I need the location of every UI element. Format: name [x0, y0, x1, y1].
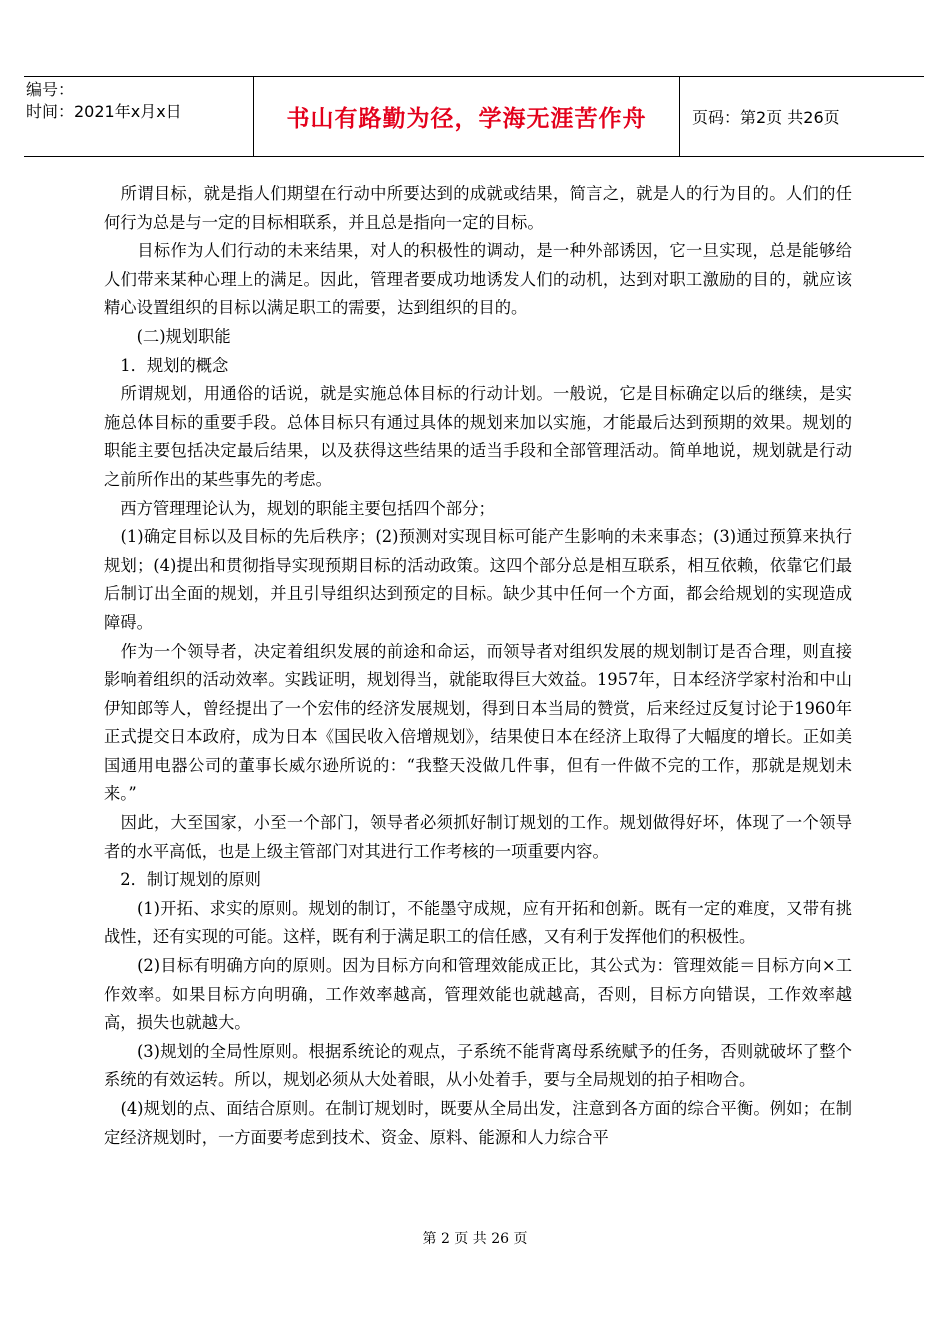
header-meta	[24, 77, 254, 156]
document-time-label: 时间：2021年x月x日	[26, 102, 182, 121]
paragraph: (2)目标有明确方向的原则。因为目标方向和管理效能成正比，其公式为：管理效能＝目标方向×工作效率。如果目标方向明确，工作效率越高，管理效能也就越高，否则，目标方向错误，工作效率越高，损失也就越大。	[104, 956, 852, 1033]
paragraph: 目标作为人们行动的未来结果，对人的积极性的调动，是一种外部诱因，它一旦实现，总是能够给人们带来某种心理上的满足。因此，管理者要成功地诱发人们的动机，达到对职工激励的目的，就应该精心设置组织的目标以满足职工的需要，达到组织的目的。	[104, 241, 852, 318]
paragraph: 因此，大至国家，小至一个部门，领导者必须抓好制订规划的工作。规划做得好坏，体现了一个领导者的水平高低，也是上级主管部门对其进行工作考核的一项重要内容。	[104, 813, 852, 861]
paragraph: 所谓规划，用通俗的话说，就是实施总体目标的行动计划。一般说，它是目标确定以后的继续，是实施总体目标的重要手段。总体目标只有通过具体的规划来加以实施，才能最后达到预期的效果。规划的职能主要包括决定最后结果，以及获得这些结果的适当手段和全部管理活动。简单地说，规划就是行动之前所作出的某些事先的考虑。	[104, 384, 852, 489]
paragraph: (3)规划的全局性原则。根据系统论的观点，子系统不能背离母系统赋予的任务，否则就破坏了整个系统的有效运转。所以，规划必须从大处着眼，从小处着手，要与全局规划的拍子相吻合。	[104, 1041, 852, 1090]
header-motto: 书山有路勤为径，学海无涯苦作舟	[286, 106, 647, 132]
document-body	[104, 180, 852, 1152]
paragraph: 西方管理理论认为，规划的职能主要包括四个部分；	[104, 498, 495, 518]
paragraph: (4)规划的点、面结合原则。在制订规划时，既要从全局出发，注意到各方面的综合平衡。例如；在制定经济规划时，一方面要考虑到技术、资金、原料、能源和人力综合平	[104, 1099, 852, 1147]
header-page-info: 页码：第2页 共26页	[692, 108, 840, 127]
paragraph: 所谓目标，就是指人们期望在行动中所要达到的成就或结果，简言之，就是人的行为目的。人们的任何行为总是与一定的目标相联系，并且总是指向一定的目标。	[104, 184, 852, 232]
document-number-label: 编号：	[26, 80, 75, 99]
page-header	[24, 76, 924, 157]
subsection-heading: 1．规划的概念	[104, 355, 229, 375]
subsection-heading: 2．制订规划的原则	[104, 870, 261, 890]
footer-page-number: 第 2 页 共 26 页	[422, 1231, 528, 1247]
page-footer	[0, 1228, 950, 1248]
header-motto-cell	[254, 77, 680, 156]
paragraph: 作为一个领导者，决定着组织发展的前途和命运，而领导者对组织发展的规划制订是否合理，则直接影响着组织的活动效率。实践证明，规划得当，就能取得巨大效益。1957年，日本经济学家村治和中山伊知郎等人，曾经提出了一个宏伟的经济发展规划，得到日本当局的赞赏，后来经过反复讨论于1960年正式提交日本政府，成为日本《国民收入倍增规划》，结果使日本在经济上取得了大幅度的增长。正如美国通用电器公司的董事长威尔逊所说的：“我整天没做几件事，但有一件做不完的工作，那就是规划未来。”	[104, 641, 852, 804]
section-heading: (二)规划职能	[104, 326, 231, 346]
paragraph: (1)开拓、求实的原则。规划的制订，不能墨守成规，应有开拓和创新。既有一定的难度，又带有挑战性，还有实现的可能。这样，既有利于满足职工的信任感，又有利于发挥他们的积极性。	[104, 898, 852, 947]
header-page-info-cell	[680, 77, 924, 156]
paragraph: (1)确定目标以及目标的先后秩序；(2)预测对实现目标可能产生影响的未来事态；(3)通过预算来执行规划；(4)提出和贯彻指导实现预期目标的活动政策。这四个部分总是相互联系，相互依赖，依靠它们最后制订出全面的规划，并且引导组织达到预定的目标。缺少其中任何一个方面，都会给规划的实现造成障碍。	[104, 527, 852, 632]
